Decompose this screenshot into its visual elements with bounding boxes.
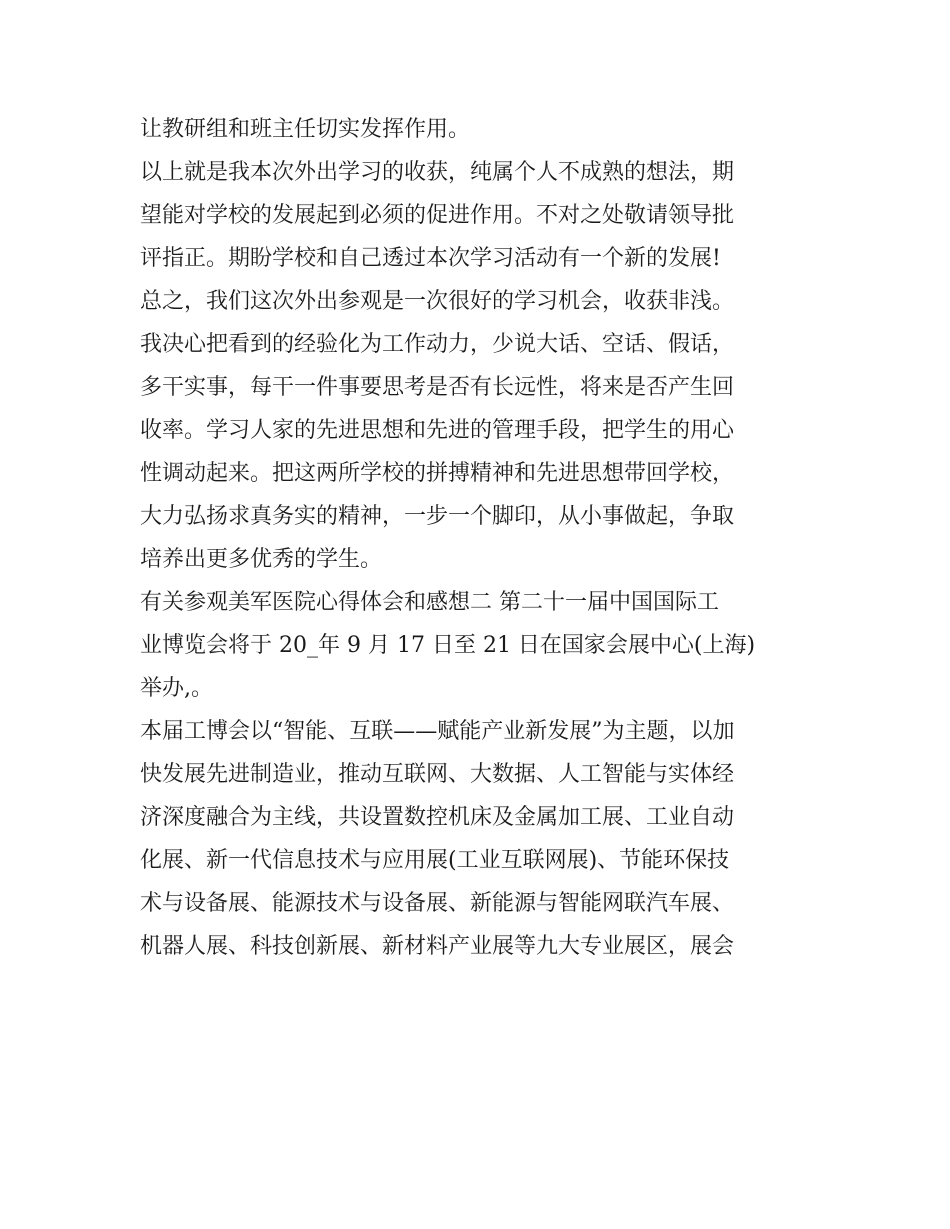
text-line: 以上就是我本次外出学习的收获，纯属个人不成熟的想法，期 — [140, 160, 735, 185]
text-line: 大力弘扬求真务实的精神，一步一个脚印，从小事做起，争取 — [140, 504, 735, 529]
text-line: 术与设备展、能源技术与设备展、新能源与智能网联汽车展、 — [140, 891, 735, 916]
text-line: 收率。学习人家的先进思想和先进的管理手段，把学生的用心 — [140, 418, 735, 443]
text-line: 有关参观美军医院心得体会和感想二 第二十一届中国国际工 — [140, 590, 719, 615]
text-line: 机器人展、科技创新展、新材料产业展等九大专业展区，展会 — [140, 934, 735, 959]
text-line: 化展、新一代信息技术与应用展(工业互联网展)、节能环保技 — [140, 848, 730, 873]
text-line: 业博览会将于 20_年 9 月 17 日至 21 日在国家会展中心(上海) — [140, 633, 756, 658]
text-line: 总之，我们这次外出参观是一次很好的学习机会，收获非浅。 — [140, 289, 735, 314]
text-line: 济深度融合为主线，共设置数控机床及金属加工展、工业自动 — [140, 805, 735, 830]
text-line: 性调动起来。把这两所学校的拼搏精神和先进思想带回学校， — [140, 461, 735, 486]
text-line: 培养出更多优秀的学生。 — [140, 547, 383, 572]
text-line: 评指正。期盼学校和自己透过本次学习活动有一个新的发展! — [140, 246, 721, 271]
text-line: 本届工博会以“智能、互联——赋能产业新发展”为主题，以加 — [140, 719, 735, 744]
text-line: 让教研组和班主任切实发挥作用。 — [140, 117, 471, 142]
text-line: 多干实事，每干一件事要思考是否有长远性，将来是否产生回 — [140, 375, 735, 400]
document-body — [140, 108, 820, 968]
text-line: 举办,。 — [140, 676, 213, 701]
text-line: 望能对学校的发展起到必须的促进作用。不对之处敬请领导批 — [140, 203, 735, 228]
text-line: 快发展先进制造业，推动互联网、大数据、人工智能与实体经 — [140, 762, 735, 787]
text-line: 我决心把看到的经验化为工作动力，少说大话、空话、假话， — [140, 332, 735, 357]
